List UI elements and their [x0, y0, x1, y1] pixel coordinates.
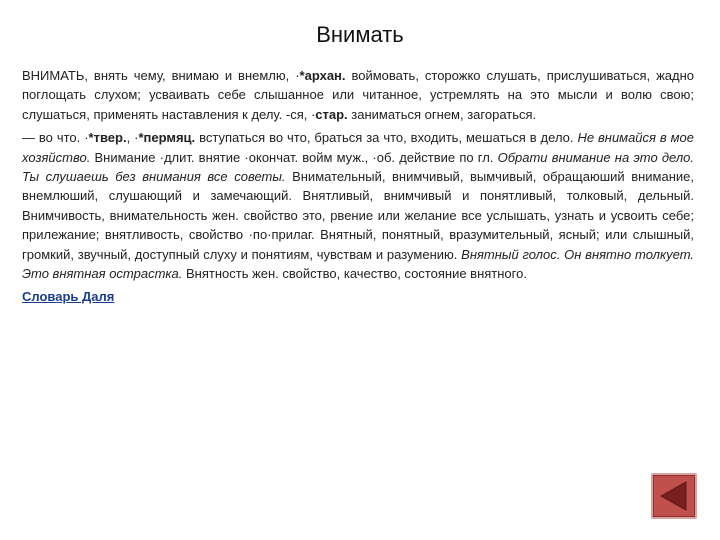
text-run: вступаться во что, браться за что, входить, мешаться в дело. — [195, 130, 578, 146]
example-phrase: Не внимайся в мое хозяйство. — [22, 130, 694, 165]
abbreviation-permyac: *пермяц. — [138, 130, 196, 146]
definition-paragraph-2 — [22, 128, 694, 283]
triangle-left-icon — [653, 475, 695, 517]
article-body — [22, 66, 694, 311]
text-run: Внимательный, внимчивый, вымчивый, обращаюший внимание, внемлюший, слушающий и замечающий. Внятливый, внимчивый и понятливый, толковый, дельный. Внимчивость, внимательность жен. свойство это, рвение или желание все услышать, узнать и усвоить себе; прилежание; внятливость, свойство ·по·прилаг. Внятный, понятный, вразумительный, ясный; или слышный, громкий, звучный, доступный слуху и понятиям, чувствам и разумению. — [22, 169, 694, 262]
abbreviation-star: стар. — [315, 106, 348, 122]
source-line — [22, 287, 694, 306]
text-run: , · — [126, 130, 139, 146]
text-run: Внимание ·длит. внятие ·окончат. войм муж., ·об. действие по гл. — [90, 149, 498, 165]
abbreviation-archan: *архан. — [299, 68, 346, 83]
dictionary-link[interactable]: Словарь Даля — [22, 289, 115, 305]
text-run: заниматься огнем, загораться. — [347, 106, 537, 122]
page-title: Внимать — [316, 22, 404, 47]
abbreviation-tver: *твер. — [88, 130, 127, 146]
text-run: Внятность жен. свойство, качество, состояние внятного. — [182, 266, 527, 282]
text-run: воймовать, сторожко слушать, прислушиваться, жадно поглощать слухом; усваивать себе слышанное или читанное, устремлять на это мысли и волю свою; слушаться, применять наставления к делу. -ся, · — [22, 68, 694, 122]
example-phrase: Внятный голос. Он внятно толкует. Это внятная острастка. — [22, 246, 695, 282]
definition-paragraph-1 — [22, 66, 694, 124]
back-button[interactable] — [651, 473, 697, 519]
example-phrase: Обрати внимание на это дело. Ты слушаешь без внимания все советы. — [22, 149, 694, 185]
text-run: — во что. · — [22, 130, 89, 146]
text-run: ВНИМАТЬ, внять чему, внимаю и внемлю, · — [22, 68, 300, 83]
